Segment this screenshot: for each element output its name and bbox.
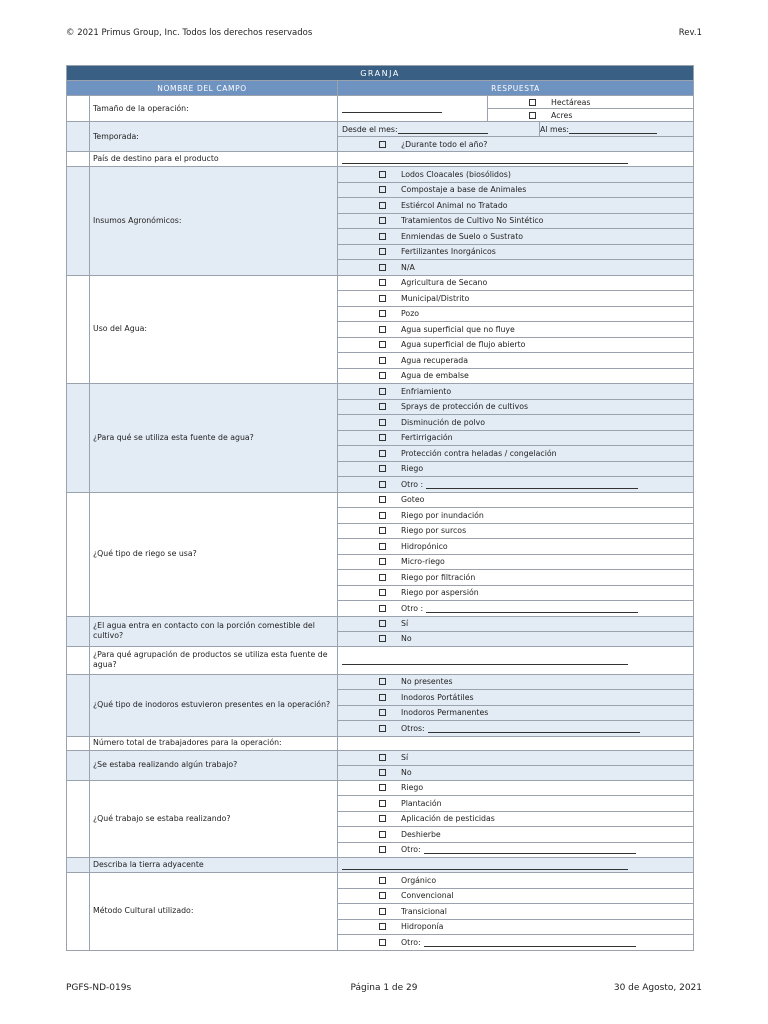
operation-size-label: Tamaño de la operación: (90, 96, 338, 122)
option-label: Riego por filtración (401, 572, 476, 582)
option-label: Acres (551, 110, 573, 120)
checkbox-icon[interactable] (379, 815, 386, 822)
toilets-option[interactable] (338, 705, 694, 721)
water-contact-label: ¿El agua entra en contacto con la porción comestible del cultivo? (90, 616, 338, 646)
cultural-method-label: Método Cultural utilizado: (90, 873, 338, 951)
option-label: Orgánico (401, 875, 437, 885)
option-acres[interactable] (488, 109, 694, 122)
row-marker (67, 873, 90, 951)
checkbox-icon[interactable] (379, 939, 386, 946)
adjacent-land-input[interactable] (338, 858, 694, 873)
grouping-input[interactable] (338, 646, 694, 674)
checkbox-icon[interactable] (379, 908, 386, 915)
row-marker (67, 96, 90, 122)
water-purpose-option[interactable] (338, 415, 694, 431)
row-marker (67, 674, 90, 736)
season-to-field[interactable] (540, 122, 694, 137)
option-label: Fertirrigación (401, 433, 453, 443)
water-use-option[interactable] (338, 306, 694, 322)
checkbox-icon[interactable] (379, 620, 386, 627)
grouping-label: ¿Para qué agrupación de productos se utiliza esta fuente de agua? (90, 646, 338, 674)
workers-label: Número total de trabajadores para la operación: (90, 736, 338, 750)
water-use-option[interactable] (338, 337, 694, 353)
checkbox-icon[interactable] (379, 831, 386, 838)
option-label: Municipal/Distrito (401, 293, 470, 303)
season-from-label: Desde el mes: (342, 124, 398, 134)
option-label: Sí (401, 753, 409, 762)
field-name-column-header: NOMBRE DEL CAMPO (67, 81, 338, 96)
option-label: Deshierbe (401, 829, 441, 839)
checkbox-icon[interactable] (379, 186, 386, 193)
option-hectares[interactable] (488, 96, 694, 109)
checkbox-icon[interactable] (379, 171, 386, 178)
inputs-option[interactable] (338, 260, 694, 276)
checkbox-icon[interactable] (379, 279, 386, 286)
work-type-option[interactable] (338, 811, 694, 827)
row-marker (67, 858, 90, 873)
option-label: Compostaje a base de Animales (401, 185, 527, 195)
revision-text: Rev.1 (678, 28, 702, 38)
row-marker (67, 736, 90, 750)
checkbox-icon[interactable] (379, 605, 386, 612)
option-label: Sí (401, 619, 409, 628)
option-label: Protección contra heladas / congelación (401, 448, 557, 458)
checkbox-icon[interactable] (379, 202, 386, 209)
farm-form-table (66, 65, 694, 951)
checkbox-icon[interactable] (379, 419, 386, 426)
toilets-option[interactable] (338, 721, 694, 737)
checkbox-icon[interactable] (379, 769, 386, 776)
option-label: Inodoros Portátiles (401, 692, 474, 702)
checkbox-icon[interactable] (379, 800, 386, 807)
cultural-method-option[interactable] (338, 888, 694, 904)
option-label: Riego por inundación (401, 510, 484, 520)
water-purpose-option[interactable] (338, 430, 694, 446)
option-label: Agua recuperada (401, 355, 468, 365)
other-input-line[interactable] (424, 845, 636, 854)
inputs-option[interactable] (338, 167, 694, 183)
option-label: Aplicación de pesticidas (401, 814, 495, 824)
checkbox-icon[interactable] (379, 372, 386, 379)
irrigation-option[interactable] (338, 492, 694, 508)
checkbox-icon[interactable] (379, 295, 386, 302)
option-label: N/A (401, 262, 415, 272)
option-label: Enfriamiento (401, 386, 452, 396)
checkbox-icon[interactable] (379, 574, 386, 581)
inputs-option[interactable] (338, 213, 694, 229)
irrigation-label: ¿Qué tipo de riego se usa? (90, 492, 338, 616)
checkbox-icon[interactable] (379, 403, 386, 410)
option-label: Agua de embalse (401, 371, 469, 381)
irrigation-option[interactable] (338, 585, 694, 601)
checkbox-icon[interactable] (379, 496, 386, 503)
irrigation-option[interactable] (338, 508, 694, 524)
table-title: GRANJA (67, 66, 694, 81)
irrigation-option[interactable] (338, 570, 694, 586)
season-from-field[interactable] (338, 122, 540, 137)
checkbox-icon[interactable] (379, 923, 386, 930)
row-marker (67, 384, 90, 493)
option-label: Goteo (401, 495, 425, 505)
checkbox-icon[interactable] (529, 112, 536, 119)
option-label: Otros: (401, 723, 425, 733)
option-label: Convencional (401, 891, 454, 901)
toilets-option[interactable] (338, 674, 694, 690)
option-label: Otro : (401, 479, 424, 489)
irrigation-option[interactable] (338, 554, 694, 570)
row-marker (67, 152, 90, 167)
checkbox-icon[interactable] (379, 709, 386, 716)
option-label: Fertilizantes Inorgánicos (401, 247, 496, 257)
water-purpose-option[interactable] (338, 446, 694, 462)
destination-label: País de destino para el producto (90, 152, 338, 167)
irrigation-option[interactable] (338, 539, 694, 555)
checkbox-icon[interactable] (379, 465, 386, 472)
inputs-option[interactable] (338, 198, 694, 214)
water-use-option[interactable] (338, 291, 694, 307)
checkbox-icon[interactable] (379, 589, 386, 596)
checkbox-icon[interactable] (379, 450, 386, 457)
checkbox-icon[interactable] (379, 694, 386, 701)
checkbox-icon[interactable] (379, 481, 386, 488)
option-label: Riego por aspersión (401, 588, 479, 598)
checkbox-icon[interactable] (379, 141, 386, 148)
checkbox-icon[interactable] (379, 341, 386, 348)
work-type-option[interactable] (338, 827, 694, 843)
toilets-label: ¿Qué tipo de inodoros estuvieron presentes en la operación? (90, 674, 338, 736)
row-marker (67, 275, 90, 384)
checkbox-icon[interactable] (379, 248, 386, 255)
option-label: Pozo (401, 309, 420, 319)
water-use-label: Uso del Agua: (90, 275, 338, 384)
work-type-option[interactable] (338, 796, 694, 812)
option-label: Agua superficial que no fluye (401, 324, 515, 334)
season-all-year-option[interactable] (338, 137, 694, 152)
option-label: Lodos Cloacales (biosólidos) (401, 169, 511, 179)
checkbox-icon[interactable] (379, 635, 386, 642)
other-input-line[interactable] (426, 604, 638, 613)
page-footer (66, 983, 702, 997)
answer-column-header: RESPUESTA (338, 81, 694, 96)
other-input-line[interactable] (424, 938, 636, 947)
cultural-method-option[interactable] (338, 873, 694, 889)
option-label: No (401, 634, 412, 643)
checkbox-icon[interactable] (379, 754, 386, 761)
document-date: 30 de Agosto, 2021 (613, 983, 702, 993)
inputs-option[interactable] (338, 244, 694, 260)
water-use-option[interactable] (338, 275, 694, 291)
answer-line (342, 861, 628, 870)
option-label: No (401, 768, 412, 777)
checkbox-icon[interactable] (379, 310, 386, 317)
row-marker (67, 780, 90, 858)
option-label: Inodoros Permanentes (401, 708, 489, 718)
irrigation-option[interactable] (338, 601, 694, 617)
cultural-method-option[interactable] (338, 904, 694, 920)
row-marker (67, 616, 90, 646)
option-label: ¿Durante todo el año? (401, 139, 488, 149)
toilets-option[interactable] (338, 690, 694, 706)
checkbox-icon[interactable] (379, 877, 386, 884)
cultural-method-option[interactable] (338, 919, 694, 935)
work-type-option[interactable] (338, 780, 694, 796)
answer-line (342, 656, 628, 665)
checkbox-icon[interactable] (379, 527, 386, 534)
option-label: Estiércol Animal no Tratado (401, 200, 508, 210)
document-code: PGFS-ND-019s (66, 983, 132, 993)
option-label: Riego (401, 464, 424, 474)
checkbox-icon[interactable] (379, 357, 386, 364)
inputs-option[interactable] (338, 182, 694, 198)
option-label: Sprays de protección de cultivos (401, 402, 529, 412)
option-label: Riego (401, 783, 424, 793)
season-label: Temporada: (90, 122, 338, 152)
checkbox-icon[interactable] (529, 99, 536, 106)
page-number: Página 1 de 29 (350, 983, 418, 993)
work-done-option[interactable] (338, 765, 694, 780)
cultural-method-option[interactable] (338, 935, 694, 951)
checkbox-icon[interactable] (379, 217, 386, 224)
checkbox-icon[interactable] (379, 784, 386, 791)
water-use-option[interactable] (338, 353, 694, 369)
row-marker (67, 750, 90, 780)
checkbox-icon[interactable] (379, 725, 386, 732)
option-label: Enmiendas de Suelo o Sustrato (401, 231, 524, 241)
other-input-line[interactable] (426, 480, 638, 489)
row-marker (67, 122, 90, 152)
work-done-option[interactable] (338, 750, 694, 765)
checkbox-icon[interactable] (379, 846, 386, 853)
water-purpose-option[interactable] (338, 399, 694, 415)
row-marker (67, 492, 90, 616)
option-label: Transicional (401, 906, 447, 916)
destination-input[interactable] (338, 152, 694, 167)
option-label: Hectáreas (551, 97, 591, 107)
option-label: No presentes (401, 677, 453, 687)
checkbox-icon[interactable] (379, 543, 386, 550)
option-label: Agua superficial de flujo abierto (401, 340, 526, 350)
row-marker (67, 646, 90, 674)
option-label: Disminución de polvo (401, 417, 486, 427)
water-use-option[interactable] (338, 368, 694, 384)
option-label: Hidroponía (401, 922, 444, 932)
option-label: Otro : (401, 603, 424, 613)
option-label: Riego por surcos (401, 526, 467, 536)
work-type-label: ¿Qué trabajo se estaba realizando? (90, 780, 338, 858)
inputs-label: Insumos Agronómicos: (90, 167, 338, 276)
water-use-option[interactable] (338, 322, 694, 338)
option-label: Hidropónico (401, 541, 448, 551)
checkbox-icon[interactable] (379, 388, 386, 395)
other-input-line[interactable] (428, 724, 640, 733)
checkbox-icon[interactable] (379, 233, 386, 240)
option-label: Plantación (401, 798, 442, 808)
option-label: Otro: (401, 845, 421, 855)
checkbox-icon[interactable] (379, 326, 386, 333)
water-purpose-label: ¿Para qué se utiliza esta fuente de agua? (90, 384, 338, 493)
option-label: Otro: (401, 937, 421, 947)
water-contact-option[interactable] (338, 616, 694, 631)
inputs-option[interactable] (338, 229, 694, 245)
checkbox-icon[interactable] (379, 678, 386, 685)
work-type-option[interactable] (338, 842, 694, 858)
checkbox-icon[interactable] (379, 264, 386, 271)
checkbox-icon[interactable] (379, 892, 386, 899)
option-label: Tratamientos de Cultivo No Sintético (401, 216, 544, 226)
option-label: Micro-riego (401, 557, 445, 567)
operation-size-input[interactable] (338, 96, 488, 122)
water-purpose-option[interactable] (338, 477, 694, 493)
option-label: Agricultura de Secano (401, 278, 488, 288)
page-header (66, 28, 702, 42)
irrigation-option[interactable] (338, 523, 694, 539)
season-to-label: Al mes: (540, 124, 570, 134)
workers-input[interactable] (338, 736, 694, 750)
adjacent-land-label: Describa la tierra adyacente (90, 858, 338, 873)
checkbox-icon[interactable] (379, 558, 386, 565)
work-done-label: ¿Se estaba realizando algún trabajo? (90, 750, 338, 780)
copyright-text: © 2021 Primus Group, Inc. Todos los derechos reservados (66, 28, 313, 38)
checkbox-icon[interactable] (379, 434, 386, 441)
checkbox-icon[interactable] (379, 512, 386, 519)
water-contact-option[interactable] (338, 631, 694, 646)
row-marker (67, 167, 90, 276)
water-purpose-option[interactable] (338, 461, 694, 477)
water-purpose-option[interactable] (338, 384, 694, 400)
